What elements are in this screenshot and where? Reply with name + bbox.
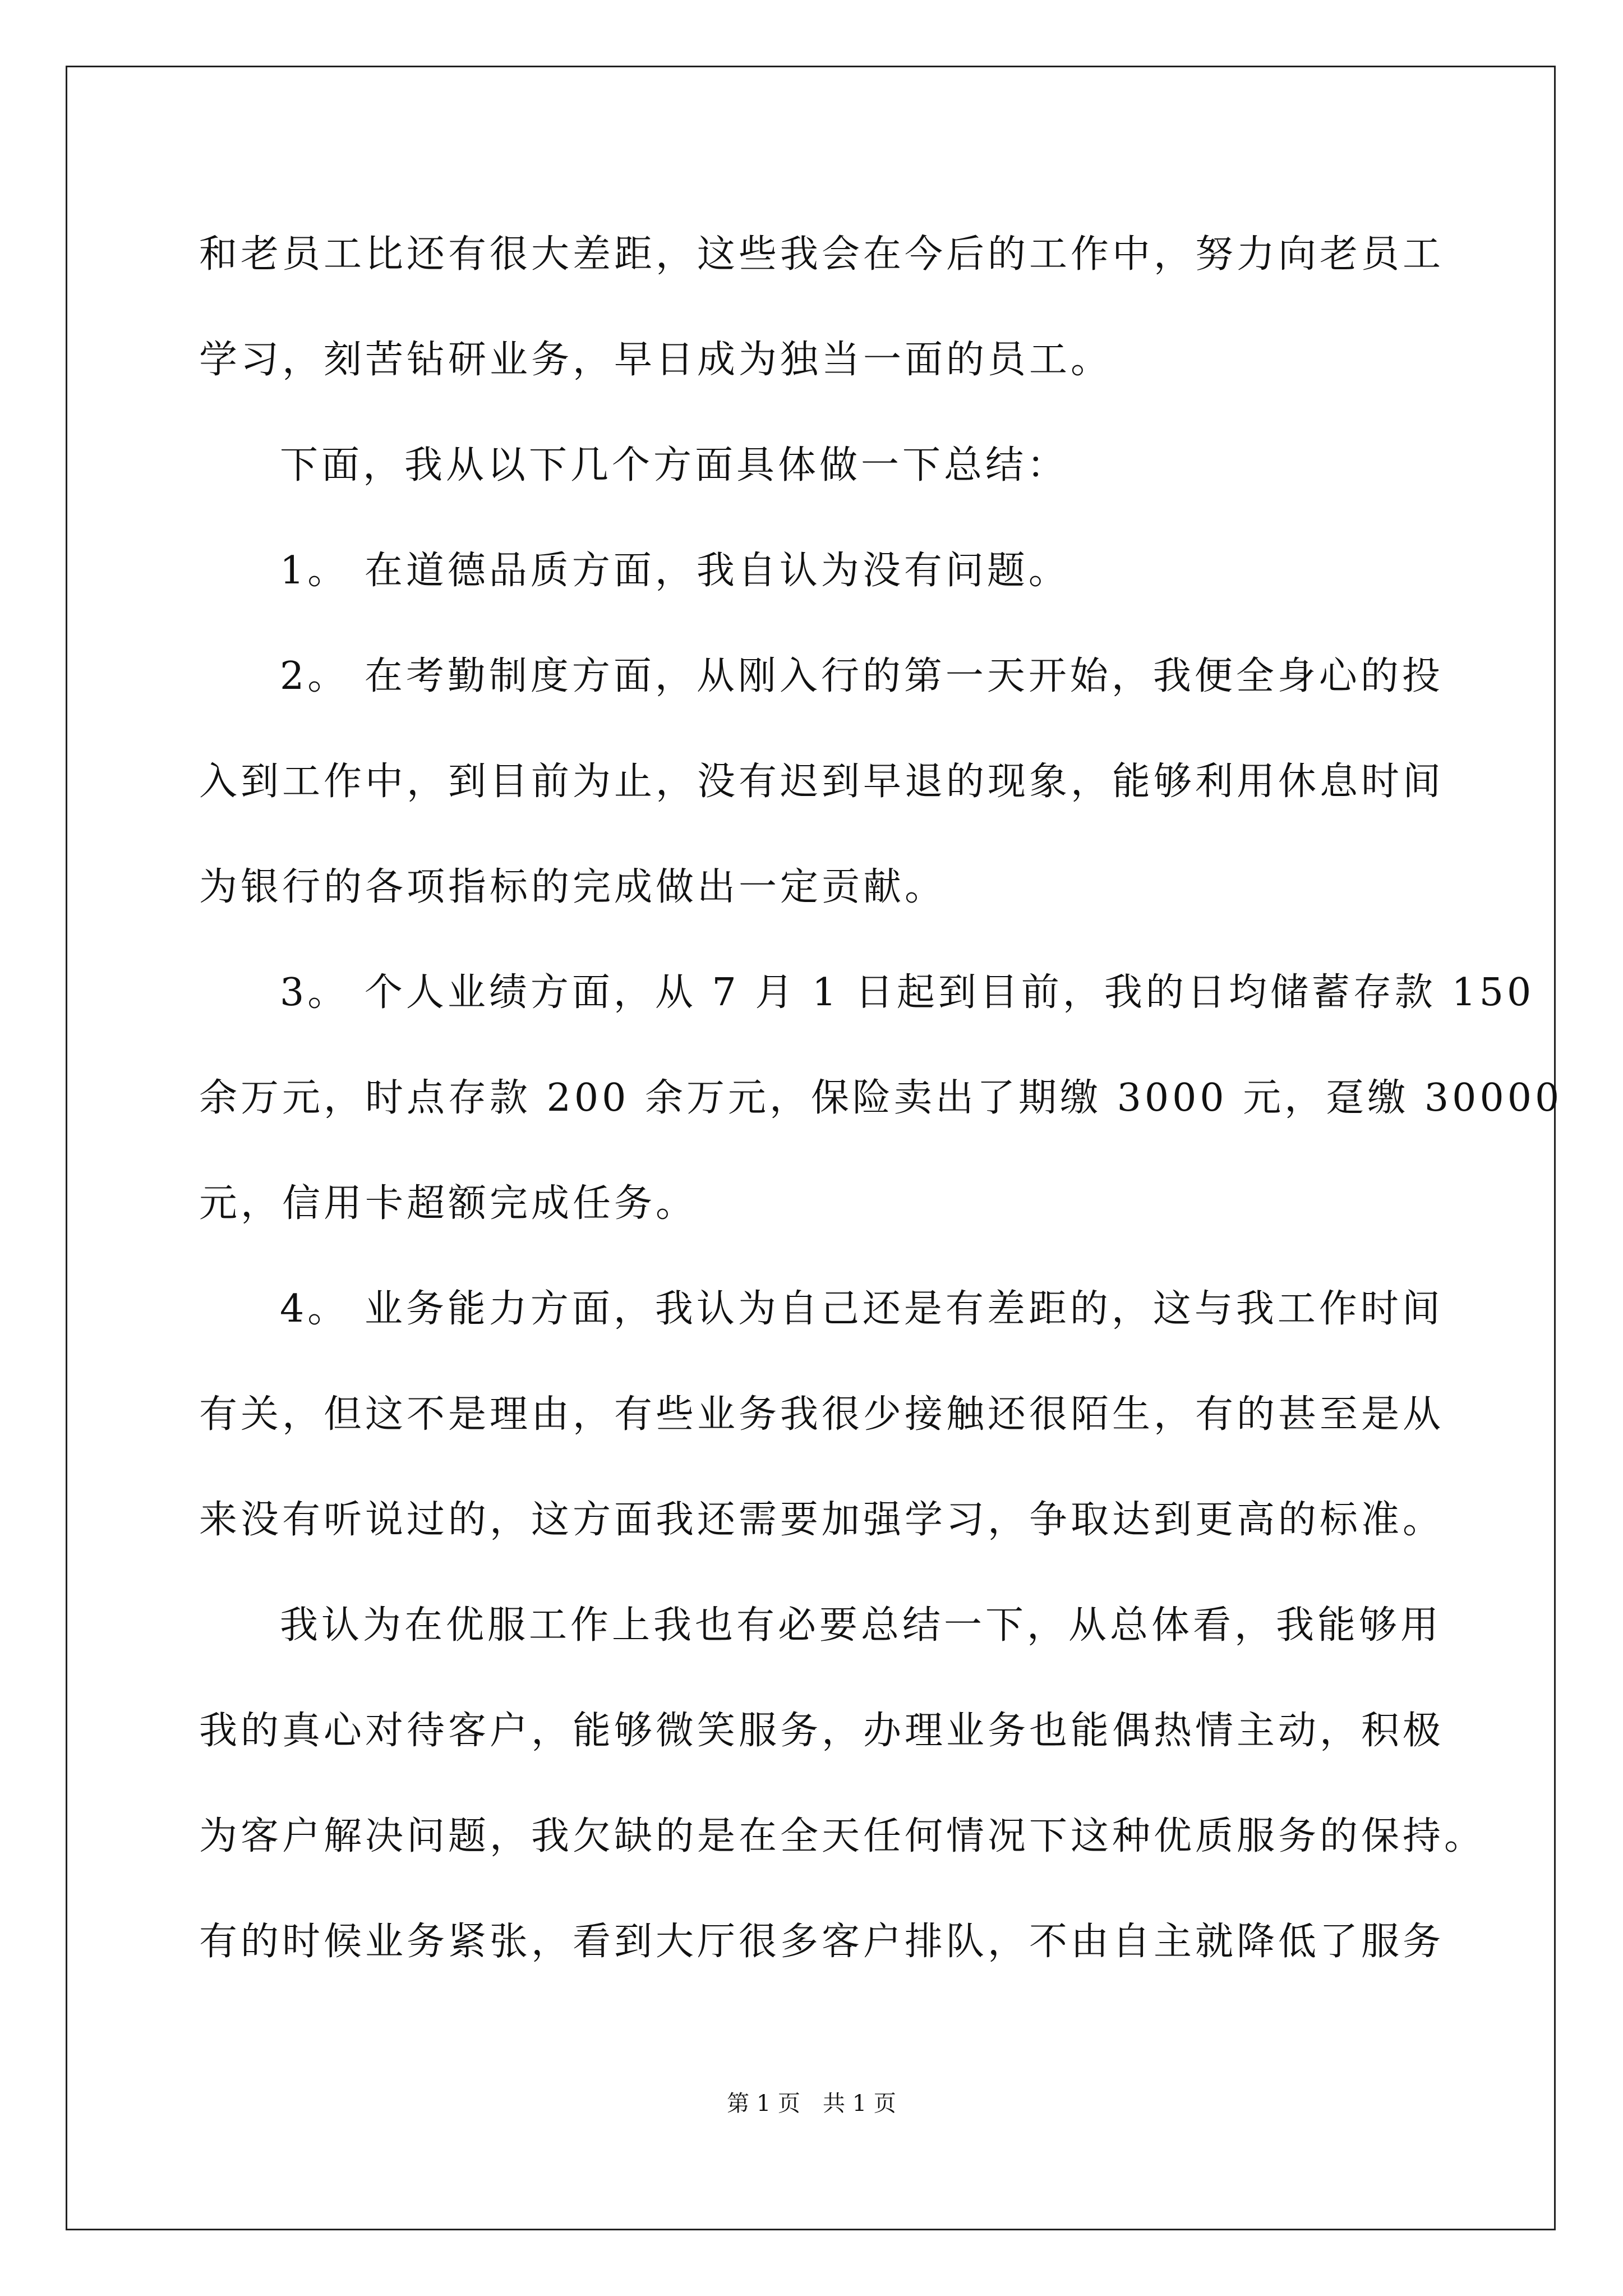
text-line: 为客户解决问题，我欠缺的是在全天任何情况下这种优质服务的保持。	[199, 1814, 1486, 1858]
text-line: 学习，刻苦钻研业务，早日成为独当一面的员工。	[199, 338, 1113, 382]
text-line: 我的真心对待客户，能够微笑服务，办理业务也能偶热情主动，积极	[199, 1709, 1445, 1753]
text-line: 2。 在考勤制度方面，从刚入行的第一天开始，我便全身心的投	[280, 654, 1444, 698]
text-line: 入到工作中，到目前为止，没有迟到早退的现象，能够利用休息时间	[199, 760, 1445, 804]
text-line: 1。 在道德品质方面，我自认为没有问题。	[280, 549, 1070, 593]
page-number-footer: 第 1 页 共 1 页	[727, 2091, 896, 2116]
text-line: 来没有听说过的，这方面我还需要加强学习，争取达到更高的标准。	[199, 1498, 1445, 1542]
text-line: 4。 业务能力方面，我认为自己还是有差距的，这与我工作时间	[280, 1287, 1444, 1331]
text-line: 3。 个人业绩方面，从 7 月 1 日起到目前，我的日均储蓄存款 150	[280, 970, 1535, 1015]
text-line: 有的时候业务紧张，看到大厅很多客户排队，不由自主就降低了服务	[199, 1920, 1445, 1964]
text-line: 和老员工比还有很大差距，这些我会在今后的工作中，努力向老员工	[199, 232, 1445, 277]
text-line: 下面，我从以下几个方面具体做一下总结：	[280, 443, 1069, 487]
text-line: 我认为在优服工作上我也有必要总结一下，从总体看，我能够用	[280, 1603, 1442, 1648]
text-line: 元，信用卡超额完成任务。	[199, 1181, 698, 1226]
text-line: 余万元，时点存款 200 余万元，保险卖出了期缴 3000 元，趸缴 30000	[199, 1076, 1563, 1120]
text-line: 有关，但这不是理由，有些业务我很少接触还很陌生，有的甚至是从	[199, 1392, 1445, 1437]
document-body	[199, 202, 1563, 1995]
text-line: 为银行的各项指标的完成做出一定贡献。	[199, 865, 947, 909]
